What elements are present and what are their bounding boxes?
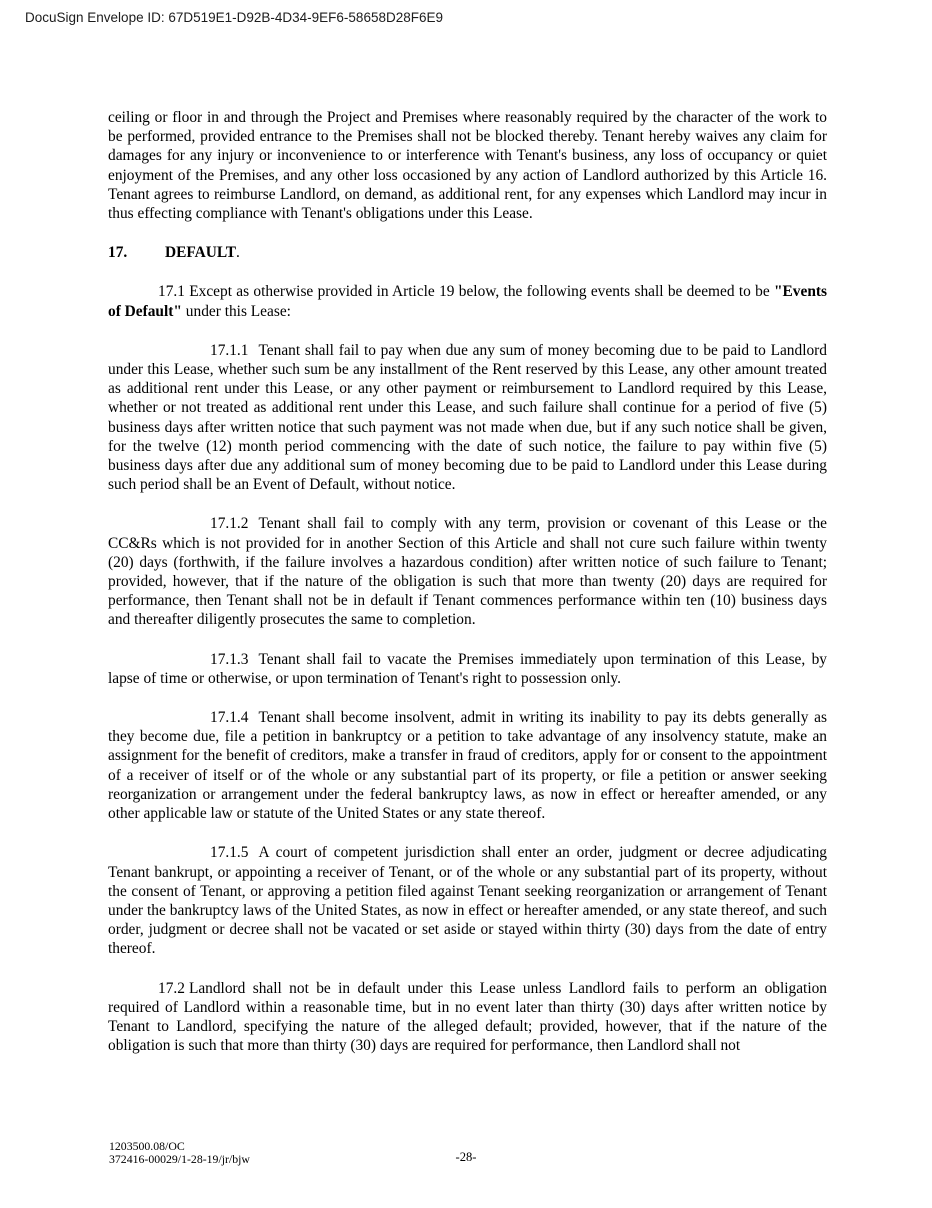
clause-text: Landlord shall not be in default under this Lease unless Landlord fails to perform an obligation required of Landlord within a reasonable time, but in no event later than thirty (30) days after written notice by Tenant to Landlord, specifying the nature of the alleged default; provided, however, that if the nature of the obligation is such that more than thirty (30) days are required for performance, then Landlord shall not <box>108 979 827 1055</box>
subclause-text: Tenant shall fail to comply with any term, provision or covenant of this Lease or the CC&Rs which is not provided for in another Section of this Article and shall not cure such failure within twenty (20) days (forthwith, if the failure involves a hazardous condition) after written notice of such failure to Tenant; provided, however, that if the nature of the obligation is such that more than twenty (20) days are required for performance, then Tenant shall not be in default if Tenant commences performance within ten (10) business days and thereafter diligently prosecutes the same to completion. <box>108 515 827 629</box>
subclause-17-1-5 <box>108 843 827 958</box>
subclause-17-1-1 <box>108 341 827 495</box>
page-number: -28- <box>455 1150 477 1164</box>
subclause-17-1-4 <box>108 708 827 823</box>
subclause-number: 17.1.2 <box>210 515 249 533</box>
subclause-text: A court of competent jurisdiction shall enter an order, judgment or decree adjudicating Tenant bankrupt, or appointing a receiver of Tenant, or of the whole or any substantial part of its property, without the consent of Tenant, or approving a petition filed against Tenant seeking reorganization or arrangement of Tenant under the bankruptcy laws of the United States, as now in effect or hereafter amended, or any state thereof, and such order, judgment or decree shall not be vacated or set aside or stayed within thirty (30) days from the date of entry thereof. <box>108 844 827 958</box>
section-title: DEFAULT <box>165 244 236 262</box>
section-number: 17. <box>108 244 128 262</box>
subclause-text: Tenant shall become insolvent, admit in writing its inability to pay its debts generally as they become due, file a petition in bankruptcy or a petition to take advantage of any insolvency statute, make an assignment for the benefit of creditors, make a transfer in fraud of creditors, apply for or consent to the appointment of a receiver of itself or of the whole or any substantial part of its property, or file a petition or answer seeking reorganization or arrangement under the federal bankruptcy laws, as now in effect or hereafter amended, or any other applicable law or statute of the United States or any state thereof. <box>108 709 827 823</box>
document-body <box>108 108 827 1055</box>
subclause-text: Tenant shall fail to vacate the Premises immediately upon termination of this Lease, by lapse of time or otherwise, or upon termination of Tenant's right to possession only. <box>108 650 827 687</box>
clause-17-1 <box>108 282 827 320</box>
section-title-suffix: . <box>236 244 240 262</box>
docusign-envelope-id: DocuSign Envelope ID: 67D519E1-D92B-4D34-9EF6-58658D28F6E9 <box>25 10 443 25</box>
subclause-text: Tenant shall fail to pay when due any sum of money becoming due to be paid to Landlord under this Lease, whether such sum be any installment of the Rent reserved by this Lease, any other amount treated as additional rent under this Lease, or any other payment or reimbursement to Landlord required by this Lease, whether or not treated as additional rent under this Lease, and such failure shall continue for a period of five (5) business days after written notice that such payment was not made when due, but if any such notice shall be given, for the twelve (12) month period commencing with the date of such notice, the failure to pay within five (5) business days after due any additional sum of money becoming due to be paid to Landlord under this Lease during such period shall be an Event of Default, without notice. <box>108 341 827 494</box>
clause-17-1-tail: under this Lease: <box>181 302 291 320</box>
paragraph-intro: ceiling or floor in and through the Project and Premises where reasonably required by the character of the work to be performed, provided entrance to the Premises shall not be blocked thereby. Tenant hereby waives any claim for damages for any injury or inconvenience to or interference with Tenant's business, any loss of occupancy or quiet enjoyment of the Premises, and any other loss occasioned by any action of Landlord authorized by this Article 16. Tenant agrees to reimburse Landlord, on demand, as additional rent, for any expenses which Landlord may incur in thus effecting compliance with Tenant's obligations under this Lease. <box>108 109 827 223</box>
subclause-number: 17.1.1 <box>210 341 249 359</box>
clause-17-1-lead: 17.1 Except as otherwise provided in Article 19 below, the following events shall be deemed to be <box>158 283 774 301</box>
clause-17-2 <box>108 979 827 1056</box>
clause-17-1-defined-term: "Events of Default" <box>108 283 827 320</box>
subclause-number: 17.1.4 <box>210 709 249 727</box>
clause-number: 17.2 <box>158 979 185 997</box>
subclause-17-1-3 <box>108 650 827 688</box>
subclause-number: 17.1.5 <box>210 844 249 862</box>
footer-ref-line-2: 372416-00029/1-28-19/jr/bjw <box>109 1152 250 1167</box>
subclause-number: 17.1.3 <box>210 650 249 668</box>
footer-ref-line-1: 1203500.08/OC <box>109 1139 185 1153</box>
subclause-17-1-2 <box>108 514 827 629</box>
section-17-heading <box>108 243 827 262</box>
